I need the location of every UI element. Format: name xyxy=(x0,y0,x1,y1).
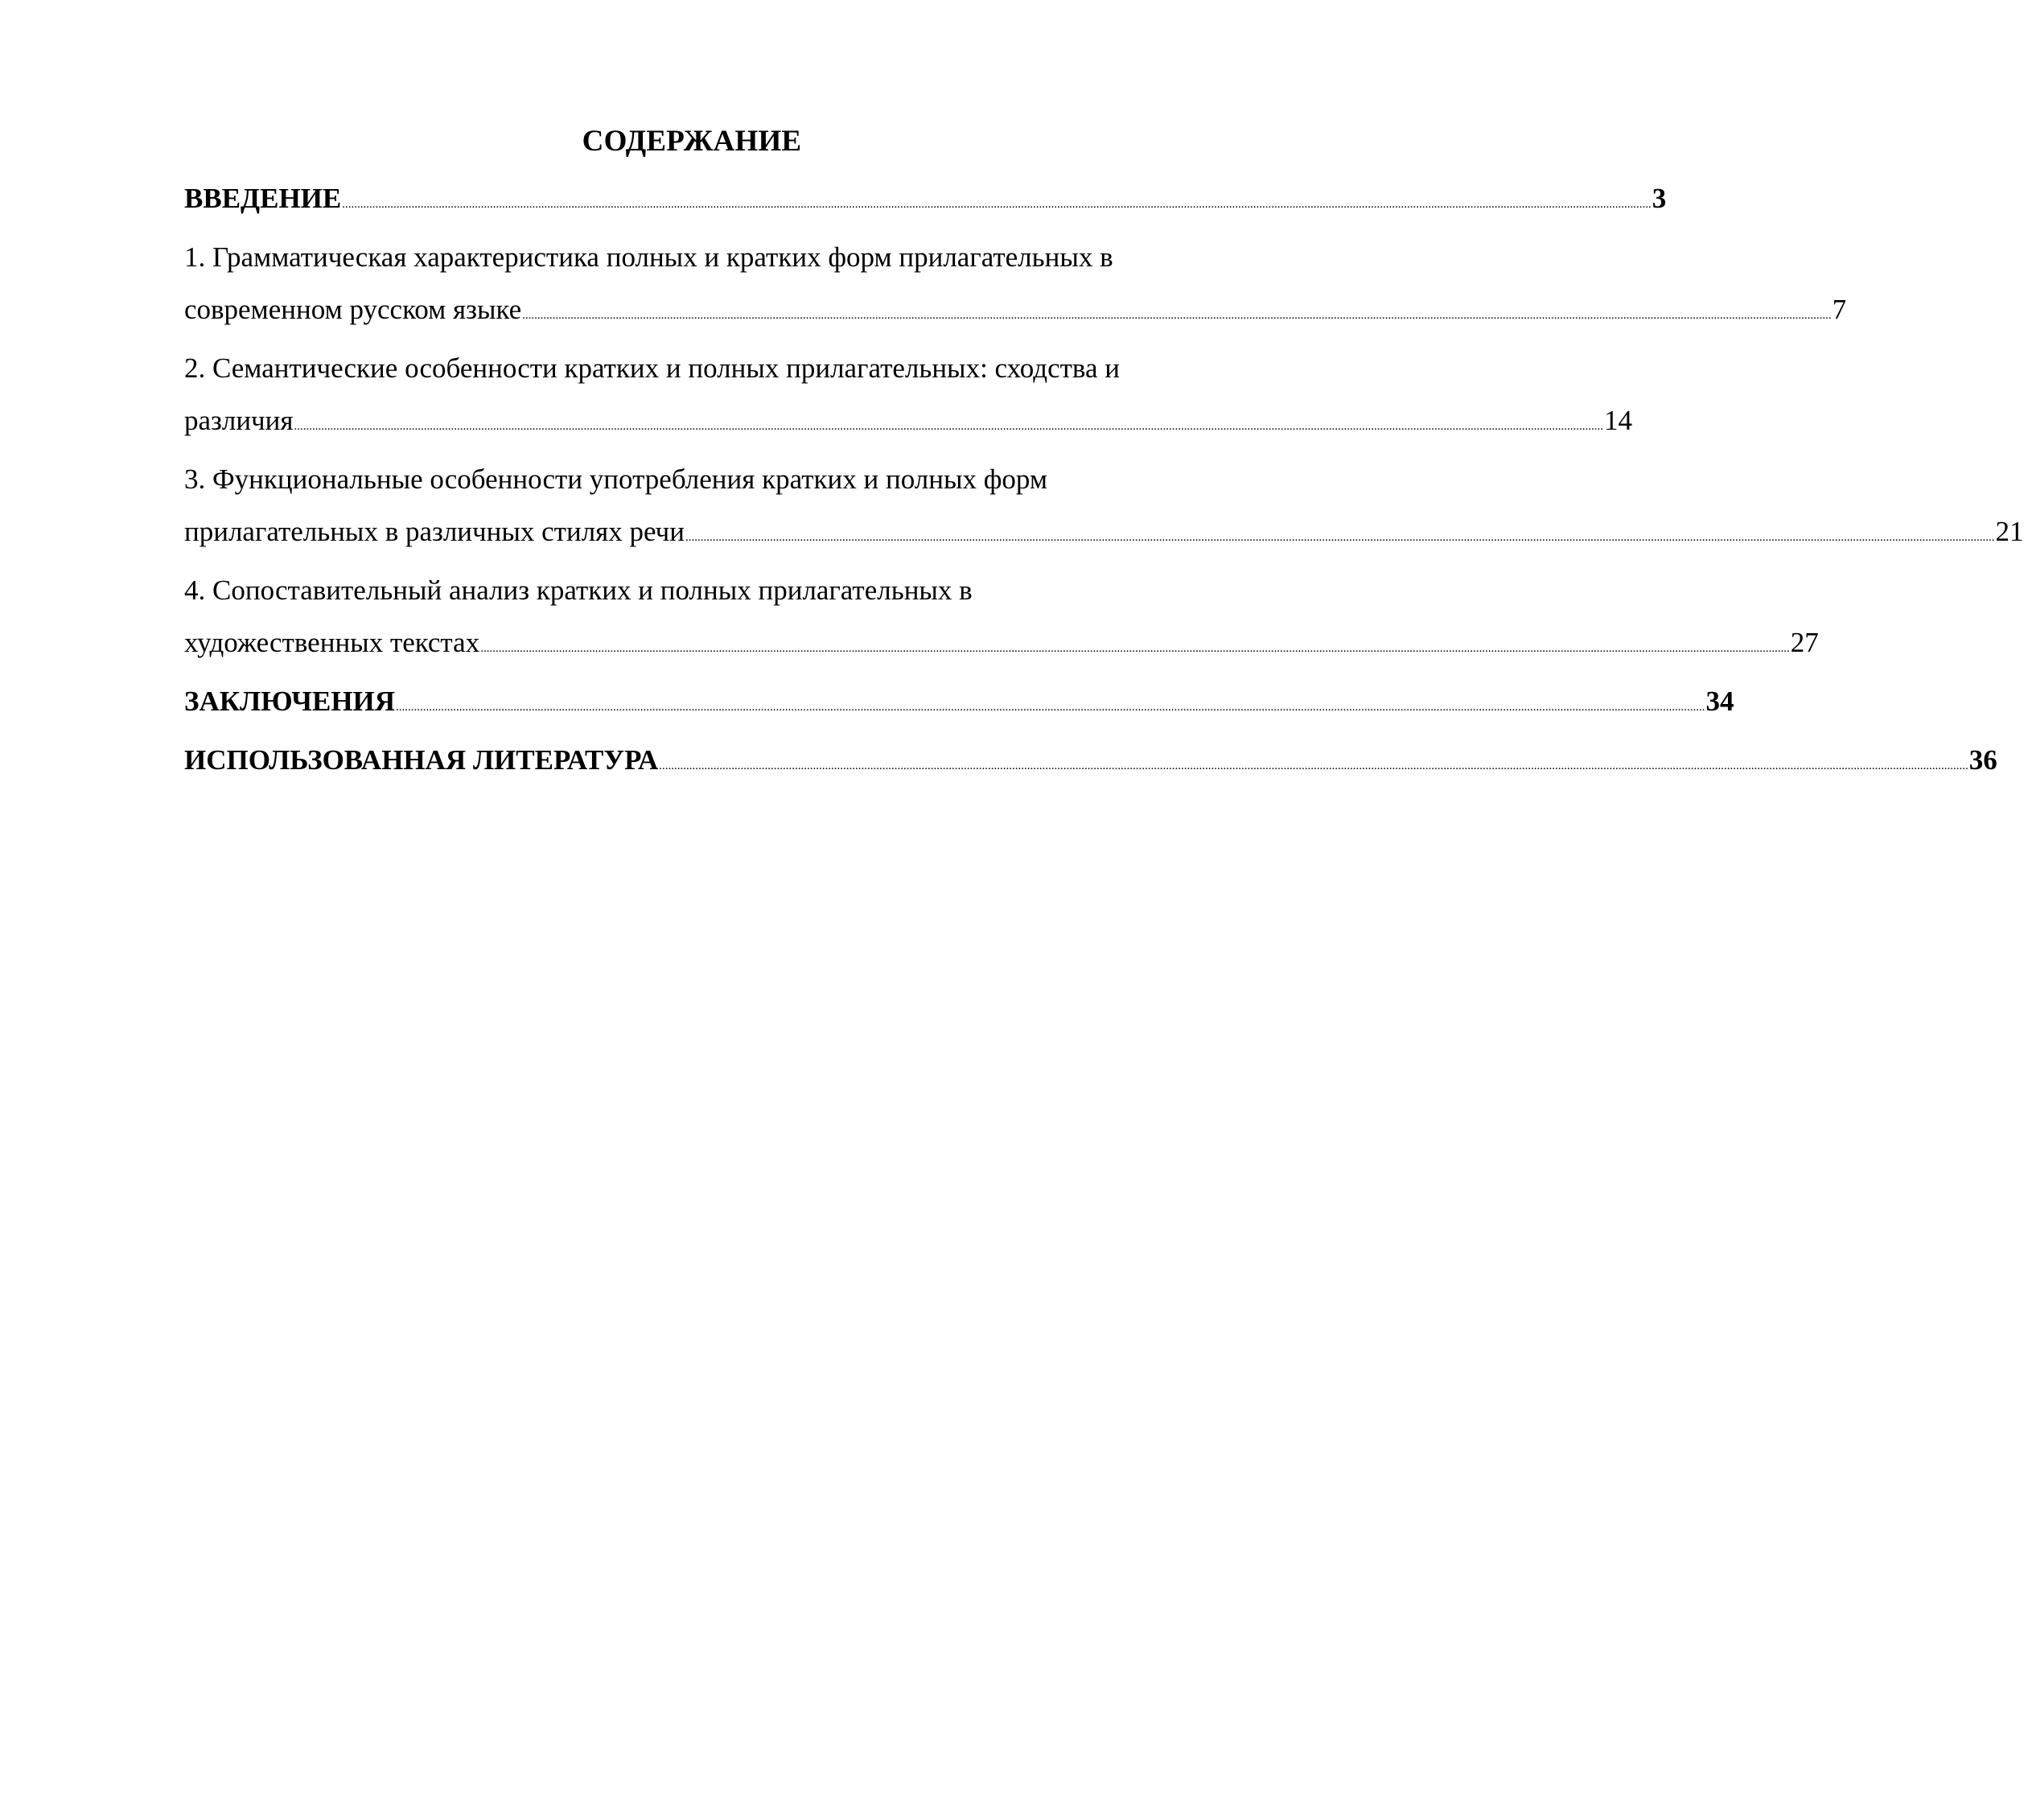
dot-leader: .................................................................................................................................................................................................................................................................................................................................................................................................................................................. xyxy=(294,420,1603,433)
toc-entry-line xyxy=(184,616,1819,675)
toc-entry-title-line-2: прилагательных в различных стилях речи xyxy=(184,516,685,547)
toc-entry-title: ВВЕДЕНИЕ xyxy=(184,183,342,214)
toc-entry-line xyxy=(184,675,1734,734)
toc-entry-page: 34 xyxy=(1705,686,1734,717)
toc-entry-title-line-1: 1. Грамматическая характеристика полных и кратких форм прилагательных в xyxy=(184,241,1113,273)
toc-entry-title-line-2: художественных текстах xyxy=(184,627,480,658)
toc-entry-title-line-1: 4. Сопоставительный анализ кратких и полных прилагательных в xyxy=(184,574,973,606)
dot-leader: .................................................................................................................................................................................................................................................................................................................................................................................................................................................. xyxy=(480,642,1790,655)
toc-entry-title: ЗАКЛЮЧЕНИЯ xyxy=(184,686,396,717)
toc-entry-chapter-3[interactable] xyxy=(184,453,2024,564)
dot-leader: .................................................................................................................................................................................................................................................................................................................................................................................................................................................. xyxy=(685,531,1995,544)
toc-entry-title: ИСПОЛЬЗОВАННАЯ ЛИТЕРАТУРА xyxy=(184,744,659,776)
toc-entry-chapter-4[interactable] xyxy=(184,564,1819,675)
toc-entry-line xyxy=(184,283,1847,342)
toc-entry-page: 27 xyxy=(1790,627,1819,658)
toc-entry-page: 36 xyxy=(1968,744,1997,776)
toc-entry-chapter-2[interactable] xyxy=(184,342,1632,453)
table-of-contents xyxy=(184,172,2024,793)
toc-entry-page: 3 xyxy=(1652,183,1667,214)
toc-entry-title-line-2: различия xyxy=(184,405,294,436)
toc-entry-introduction[interactable] xyxy=(184,172,1667,231)
toc-entry-title-line-1: 2. Семантические особенности кратких и полных прилагательных: сходства и xyxy=(184,352,1120,384)
toc-entry-page: 14 xyxy=(1604,405,1632,436)
toc-entry-page: 21 xyxy=(1995,516,2024,547)
toc-entry-line xyxy=(184,734,1997,793)
toc-entry-page: 7 xyxy=(1832,294,1847,325)
toc-entry-title-line-2: современном русском языке xyxy=(184,294,522,325)
dot-leader: .................................................................................................................................................................................................................................................................................................................................................................................................................................................. xyxy=(396,701,1705,714)
toc-entry-line xyxy=(184,172,1667,231)
toc-entry-title-line-1: 3. Функциональные особенности употребления кратких и полных форм xyxy=(184,463,1048,495)
dot-leader: .................................................................................................................................................................................................................................................................................................................................................................................................................................................. xyxy=(342,198,1652,211)
toc-entry-conclusion[interactable] xyxy=(184,675,1734,734)
dot-leader: .................................................................................................................................................................................................................................................................................................................................................................................................................................................. xyxy=(522,309,1832,322)
toc-entry-references[interactable] xyxy=(184,734,1997,793)
toc-entry-chapter-1[interactable] xyxy=(184,231,1847,342)
toc-entry-line xyxy=(184,505,2024,564)
toc-entry-line xyxy=(184,394,1632,453)
toc-title: СОДЕРЖАНИЕ xyxy=(582,125,802,158)
dot-leader: .................................................................................................................................................................................................................................................................................................................................................................................................................................................. xyxy=(659,760,1968,772)
